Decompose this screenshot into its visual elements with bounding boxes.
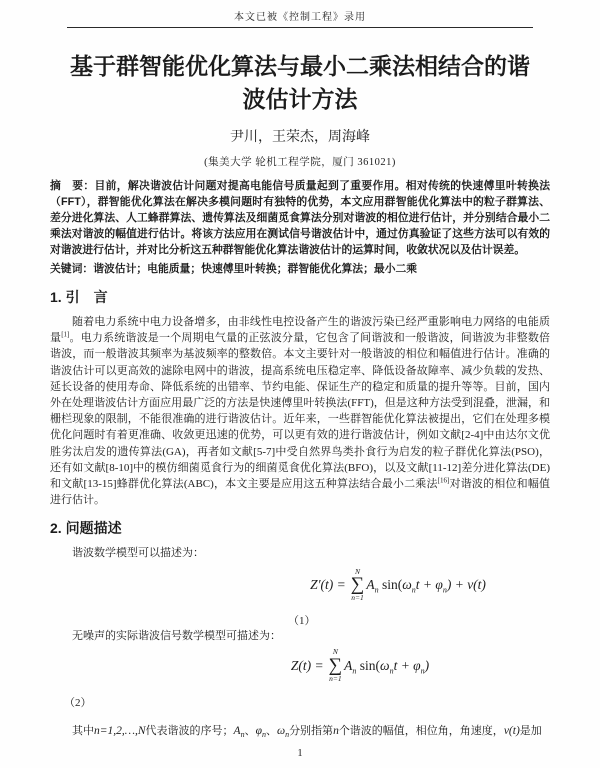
- sigma-icon: ∑: [328, 654, 343, 676]
- eq1-lhs: Z′(t) =: [310, 577, 346, 593]
- math-n-range: n=1,2,…,N: [94, 725, 146, 738]
- math-vt: v(t): [503, 725, 520, 738]
- keywords-text: 谐波估计；电能质量；快速傅里叶转换；群智能优化算法；最小二乘: [93, 263, 418, 275]
- section-1-heading: 1. 引 言: [50, 289, 108, 305]
- equation-2-number: （2）: [64, 697, 92, 710]
- abstract-text: 目前，解决谐波估计问题对提高电能信号质量起到了重要作用。相对传统的快速傅里叶转换法（FFT），群智能优化算法在解决多模问题时有独特的优势，本文应用群智能优化算法中的粒子群算法、差分进化算法、人工蜂群算法、遗传算法及细菌觅食算法分别对谐波的相位进行估计，并分别结合最小二乘法对谐波的幅值进行估计。将该方法应用在测试信号谐波估计中，通过仿真验证了这些方法可以有效的对谐波进行估计，并对比分析这五种群智能优化算法谐波估计的运算时间，收敛状况以及估计误差。: [50, 180, 551, 256]
- sigma-icon: ∑: [350, 574, 365, 596]
- eq2-lhs: Z(t) =: [290, 657, 324, 673]
- page-number: 1: [297, 748, 303, 759]
- acceptance-note: 本文已被《控制工程》录用: [234, 12, 366, 23]
- noise-free-intro-line: 无噪声的实际谐波信号数学模型可描述为：: [72, 629, 281, 642]
- abstract: [50, 178, 550, 258]
- sum-lower-limit: n=1: [351, 593, 364, 603]
- intro-text-3: 对谐波的相位和幅值进行估计。: [50, 478, 551, 507]
- sum-lower-limit: n=1: [329, 673, 342, 683]
- keywords-label: 关键词：: [50, 263, 94, 275]
- sum-upper-limit: N: [332, 647, 338, 657]
- equation-1-number: （1）: [288, 614, 316, 627]
- equation-2: [50, 648, 550, 683]
- symbols-paragraph: 其中n=1,2,…,N代表谐波的序号；$A_n$、$\varphi_n$、$\omega_n$分别指第n个谐波的幅值，相位角，角速度，v(t)是加: [72, 725, 542, 740]
- affiliation: (集美大学 轮机工程学院，厦门 361021): [204, 157, 396, 168]
- keywords: [50, 261, 550, 277]
- math-n: n: [333, 725, 339, 738]
- citation-ref-16: [16]: [437, 476, 450, 485]
- authors: 尹川，王荣杰，周海峰: [230, 130, 370, 145]
- citation-ref-1: [1]: [61, 330, 70, 339]
- intro-text-1: 随着电力系统中电力设备增多，由非线性电控设备产生的谐波污染已经严重影响电力网络的电能质量: [50, 316, 550, 345]
- section-2-heading: 2. 问题描述: [50, 520, 122, 537]
- abstract-label: 摘 要：: [50, 180, 95, 192]
- equation-1: [50, 568, 550, 603]
- eq2-rhs: $A_n$ $\sin(\omega_nt + \varphi_n)$: [344, 657, 430, 676]
- sum-symbol: [351, 568, 365, 603]
- paper-title: 基于群智能优化算法与最小二乘法相结合的谐波估计方法: [70, 53, 530, 112]
- intro-paragraph: [50, 314, 550, 508]
- sum-upper-limit: N: [355, 566, 361, 576]
- header-rule: [67, 27, 533, 28]
- model-intro-line: 谐波数学模型可以描述为：: [72, 547, 204, 560]
- intro-text-2: 。电力系统谐波是一个周期电气量的正弦波分量，它包含了间谐波和一般谐波，间谐波为非整数倍谐波，而一般谐波其频率为基波频率的整数倍。本文主要针对一般谐波的相位和幅值进行估计。准确的谐波估计可以更高效的滤除电网中的谐波，提高系统电压稳定率、降低设备故障率、减少负载的发热、延长设备的使用寿命、降低系统的出错率、节约电能、保证生产的稳定和质量的提升等等。目前，国内外在处理谐波估计方面应用最广泛的方法是快速傅里叶转换法(FFT)，但是这种方法受到混叠，泄漏，和栅栏现象的限制，不能很准确的进行谐波估计。近年来，一些群智能优化算法被提出，它们在处理多模优化问题时有着更准确、收敛更迅速的优势，可以更有效的进行谐波估计，例如文献[2-4]中由达尔文优胜劣汰启发的遗传算法(GA)，再者如文献[5-7]中受自然界鸟类扑食行为启发的粒子群优化算法(PSO)，还有如文献[8-10]中的模仿细菌觅食行为的细菌觅食优化算法(BFO)，以及文献[11-12]差分进化算法(DE)和文献[13-15]蜂群优化算法(ABC)，本文主要是应用这五种算法结合最小二乘法: [50, 332, 551, 491]
- eq1-rhs: $A_n$ $\sin(\omega_nt + \varphi_n) + v(t)$: [366, 577, 486, 595]
- sum-symbol: [329, 648, 343, 683]
